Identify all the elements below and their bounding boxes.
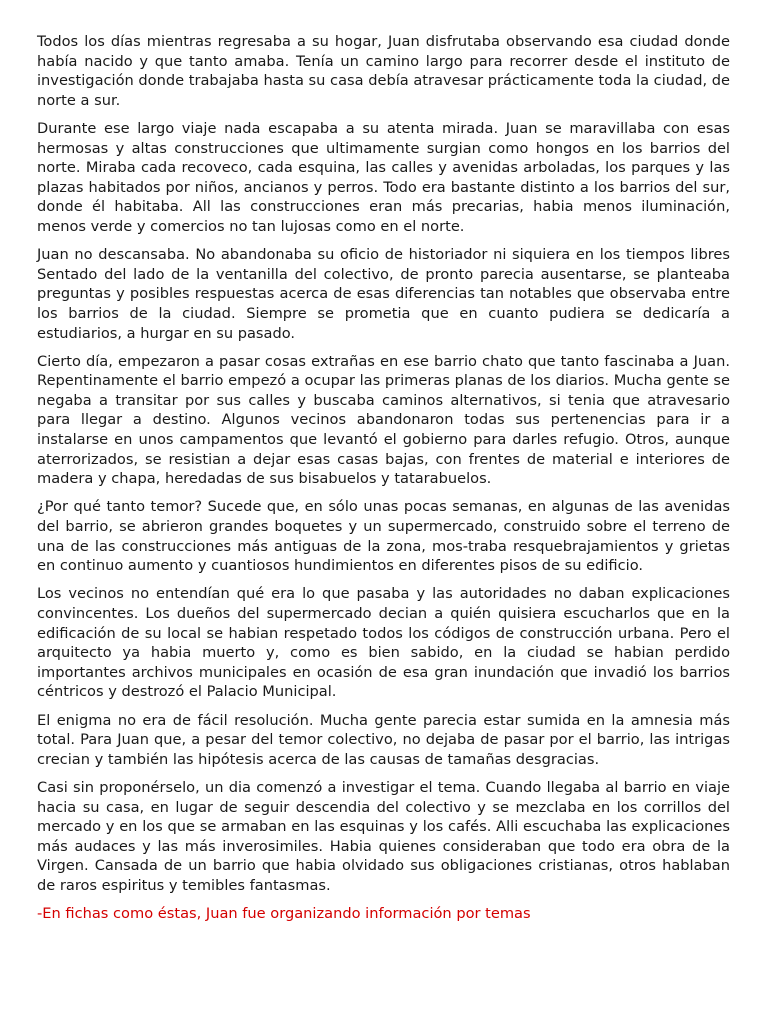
paragraph-8: Casi sin proponérselo, un dia comenzó a investigar el tema. Cuando llegaba al barrio en viaje hacia su casa, en lugar de seguir descendia del colectivo y se mezclaba en los corrillos del mercado y en los que se armaban en las esquinas y los cafés. Alli escuchaba las explicaciones más audaces y las más inverosimiles. Habia quienes consideraban que todo era obra de la Virgen. Cansada de un barrio que habia olvidado sus obligaciones cristianas, otros hablaban de raros espiritus y temibles fantasmas. xyxy=(37,778,730,894)
paragraph-5: ¿Por qué tanto temor? Sucede que, en sólo unas pocas semanas, en algunas de las avenidas del barrio, se abrieron grandes boquetes y un supermercado, construido sobre el terreno de una de las construcciones más antiguas de la zona, mos-traba resquebrajamientos y grietas en continuo aumento y cuantiosos hundimientos en diferentes pisos de su edificio. xyxy=(37,498,730,575)
red-note: -En fichas como éstas, Juan fue organizando información por temas xyxy=(37,905,531,923)
paragraph-3: Juan no descansaba. No abandonaba su oficio de historiador ni siquiera en los tiempos libres Sentado del lado de la ventanilla del colectivo, de pronto parecia ausentarse, se planteaba preguntas y posibles respuestas acerca de esas diferencias tan notables que observaba entre los barrios de la ciudad. Siempre se prometia que en cuanto pudiera se dedicaría a estudiarios, a hurgar en su pasado. xyxy=(37,246,730,342)
paragraph-4: Cierto día, empezaron a pasar cosas extrañas en ese barrio chato que tanto fascinaba a Juan. Repentinamente el barrio empezó a ocupar las primeras planas de los diarios. Mucha gente se negaba a transitar por sus calles y buscaba caminos alternativos, si tenia que atravesario para llegar a destino. Algunos vecinos abandonaron todas sus pertenencias para ir a instalarse en unos campamentos que levantó el gobierno para darles refugio. Otros, aunque aterrorizados, se resistian a dejar esas casas bajas, con frentes de material e interiores de madera y chapa, heredadas de sus bisabuelos y tatarabuelos. xyxy=(37,352,730,488)
paragraph-6: Los vecinos no entendían qué era lo que pasaba y las autoridades no daban explicaciones convincentes. Los dueños del supermercado decian a quién quisiera escucharlos que en la edificación de su local se habian respetado todos los códigos de construcción urbana. Pero el arquitecto ya habia muerto y, como es bien sabido, en la ciudad se habian perdido importantes archivos municipales en ocasión de esa gran inundación que invadió los barrios céntricos y destrozó el Palacio Municipal. xyxy=(37,585,730,701)
document-page xyxy=(37,32,730,932)
paragraph-2: Durante ese largo viaje nada escapaba a su atenta mirada. Juan se maravillaba con esas hermosas y altas construcciones que ultimamente surgian como hongos en los barrios del norte. Miraba cada recoveco, cada esquina, las calles y avenidas arboladas, los parques y las plazas habitados por niños, ancianos y perros. Todo era bastante distinto a los barrios del sur, donde él habitaba. All las construcciones eran más precarias, habia menos iluminación, menos verde y comercios no tan lujosas como en el norte. xyxy=(37,119,730,235)
paragraph-1: Todos los días mientras regresaba a su hogar, Juan disfrutaba observando esa ciudad donde había nacido y que tanto amaba. Tenía un camino largo para recorrer desde el instituto de investigación donde trabajaba hasta su casa debía atravesar prácticamente toda la ciudad, de norte a sur. xyxy=(37,33,730,109)
paragraph-7: El enigma no era de fácil resolución. Mucha gente parecia estar sumida en la amnesia más total. Para Juan que, a pesar del temor colectivo, no dejaba de pasar por el barrio, las intrigas crecian y también las hipótesis acerca de las causas de tamañas desgracias. xyxy=(37,711,730,768)
